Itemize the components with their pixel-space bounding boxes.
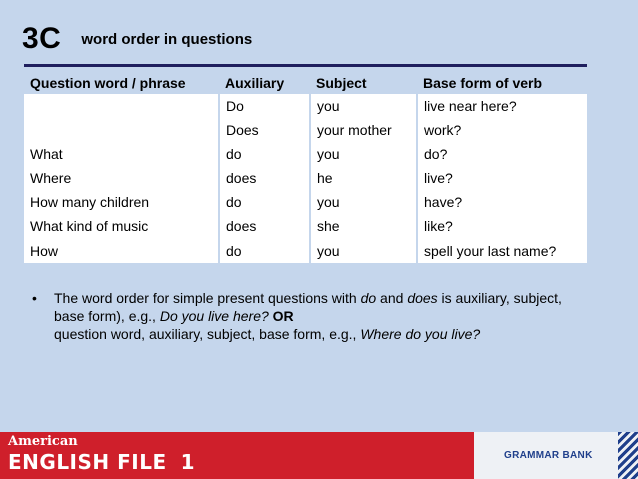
brand-name: ENGLISH FILE xyxy=(8,450,167,474)
note-example: Do you live here? xyxy=(159,308,269,324)
brand-level: 1 xyxy=(180,450,196,474)
note-example: Where do you live? xyxy=(360,326,481,342)
table-row xyxy=(24,166,587,190)
brand-top-text: American xyxy=(8,434,78,449)
table-cell: live near here? xyxy=(417,94,587,118)
table-cell: work? xyxy=(417,118,587,142)
grammar-note xyxy=(32,289,572,343)
table-cell: Does xyxy=(219,118,310,142)
table-cell: How xyxy=(24,238,219,263)
table-row xyxy=(24,142,587,166)
column-header: Base form of verb xyxy=(417,71,587,94)
table-cell: does xyxy=(219,214,310,238)
page-title: word order in questions xyxy=(81,31,253,48)
table-cell: do? xyxy=(417,142,587,166)
note-text-part: is auxiliary, subject, base form), e.g., xyxy=(54,290,562,324)
footer-banner xyxy=(0,432,638,479)
table-row xyxy=(24,238,587,263)
brand-logo xyxy=(0,432,474,479)
table-row xyxy=(24,94,587,118)
table-cell: do xyxy=(219,142,310,166)
table-cell xyxy=(24,94,219,118)
column-header: Question word / phrase xyxy=(24,71,219,94)
table-cell: like? xyxy=(417,214,587,238)
grammar-bank-label: GRAMMAR BANK xyxy=(504,450,593,461)
table-cell: do xyxy=(219,238,310,263)
table-cell: you xyxy=(310,238,417,263)
table-cell: What xyxy=(24,142,219,166)
bullet-icon: • xyxy=(32,290,37,306)
unit-code: 3C xyxy=(22,22,62,55)
note-example: do xyxy=(360,290,377,306)
note-text xyxy=(54,289,572,343)
note-text-part: The word order for simple present questions with xyxy=(54,290,361,306)
table-cell: she xyxy=(310,214,417,238)
table-cell: live? xyxy=(417,166,587,190)
table-cell: your mother xyxy=(310,118,417,142)
grammar-table xyxy=(24,71,587,263)
table-cell: have? xyxy=(417,190,587,214)
table-row xyxy=(24,118,587,142)
stripes-decoration xyxy=(618,432,638,479)
note-example: does xyxy=(407,290,438,306)
table-cell: Where xyxy=(24,166,219,190)
note-text-part: question word, auxiliary, subject, base form, e.g., xyxy=(54,326,361,342)
title-row xyxy=(22,22,252,56)
table-cell: What kind of music xyxy=(24,214,219,238)
table-row xyxy=(24,190,587,214)
table-row xyxy=(24,214,587,238)
table-cell: you xyxy=(310,190,417,214)
note-emphasis: OR xyxy=(272,308,294,324)
table-cell: you xyxy=(310,94,417,118)
column-header: Auxiliary xyxy=(219,71,310,94)
table-cell: Do xyxy=(219,94,310,118)
table-cell: How many children xyxy=(24,190,219,214)
table-cell: you xyxy=(310,142,417,166)
grammar-bank-panel xyxy=(474,432,638,479)
table-cell: he xyxy=(310,166,417,190)
table-cell: do xyxy=(219,190,310,214)
brand-main-text xyxy=(8,450,195,474)
title-divider xyxy=(24,64,587,67)
column-header: Subject xyxy=(310,71,417,94)
table-cell: spell your last name? xyxy=(417,238,587,263)
table-header-row xyxy=(24,71,587,94)
note-text-part: and xyxy=(376,290,408,306)
table-cell: does xyxy=(219,166,310,190)
table-cell xyxy=(24,118,219,142)
